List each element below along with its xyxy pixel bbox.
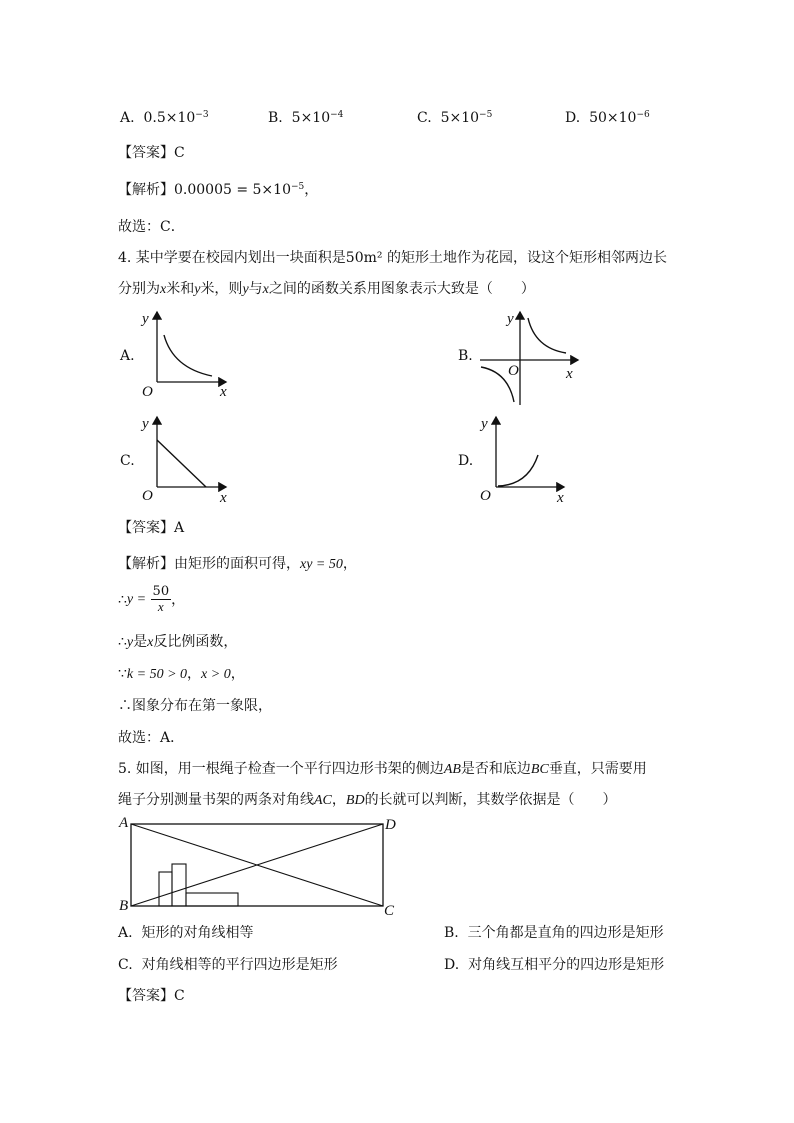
q4-graph-c-origin: O	[142, 488, 153, 504]
q3-analysis-prefix: 【解析】	[118, 182, 174, 198]
q4-stem-text: 米，则	[200, 281, 243, 297]
q4-step3-end: ，	[230, 666, 245, 682]
q5-option-a-letter: A.	[118, 925, 133, 941]
q3-option-c	[417, 111, 492, 125]
q5-option-b-text: 三个角都是直角的四边形是矩形	[467, 925, 664, 941]
q4-graph-b-x-label: x	[566, 366, 573, 382]
q4-graph-d	[478, 415, 588, 505]
q4-stem-var-x: x	[262, 282, 269, 297]
q4-stem-text: 米和	[166, 281, 195, 297]
q4-step3-expr1: k = 50 > 0	[126, 667, 188, 682]
q4-step2-end: 反比例函数，	[153, 634, 238, 650]
q3-option-a-mantissa: 0.5×10	[143, 110, 196, 126]
q5-stem-seg-ac: AC	[314, 793, 332, 808]
q5-stem-seg-bc: BC	[530, 762, 549, 777]
q3-analysis-expr: 0.00005 = 5×10	[174, 182, 291, 198]
q3-option-d-exp: −6	[636, 110, 650, 120]
q3-choose: 故选：C．	[118, 219, 185, 235]
q5-option-b-letter: B.	[444, 925, 459, 941]
q4-stem-text: 之间的函数关系用图象表示大致是（ ）	[268, 281, 535, 297]
q5-option-a	[118, 926, 253, 940]
q5-stem-text: 垂直，只需要用	[548, 761, 647, 777]
q4-stem-var-y: y	[242, 282, 249, 297]
q4-graph-a-origin: O	[142, 384, 153, 400]
q5-vertex-c: C	[384, 903, 395, 919]
q3-option-b-mantissa: 5×10	[291, 110, 331, 126]
q5-option-a-text: 矩形的对角线相等	[141, 925, 254, 941]
q3-option-a-exp: −3	[195, 110, 209, 120]
q3-option-b	[268, 111, 343, 125]
q4-graph-b-origin: O	[508, 363, 519, 379]
q4-graph-d-x-label: x	[557, 490, 564, 506]
q3-option-c-exp: −5	[479, 110, 493, 120]
q4-graph-d-label: D.	[458, 453, 474, 469]
q4-graph-b	[478, 310, 588, 410]
q4-step1-denominator: x	[157, 599, 164, 615]
q4-step2-x: x	[147, 635, 154, 650]
q4-step1-fraction	[151, 585, 172, 615]
q4-graph-d-origin: O	[480, 488, 491, 504]
q3-option-d-mantissa: 50×10	[589, 110, 637, 126]
q4-step4: ∴图象分布在第一象限，	[118, 698, 272, 714]
q4-step3-prefix: ∵	[118, 666, 127, 682]
q3-analysis	[118, 183, 318, 197]
q5-vertex-b: B	[119, 898, 129, 914]
q3-option-d	[565, 111, 650, 125]
q4-graph-c-label: C.	[120, 453, 135, 469]
q4-step1-lhs: y =	[126, 591, 147, 607]
q4-answer: 【答案】A	[118, 520, 185, 536]
q4-analysis	[118, 557, 357, 572]
q5-stem-seg-ab: AB	[443, 762, 461, 777]
q5-stem-text: 的长就可以判断，其数学依据是（ ）	[364, 792, 617, 808]
q4-graph-b-y-label: y	[507, 311, 514, 327]
q4-step2	[118, 635, 237, 650]
q4-step2-mid: 是	[133, 634, 148, 650]
q4-graph-a	[140, 310, 260, 400]
q4-step2-y: y	[126, 635, 134, 650]
q4-step2-prefix: ∴	[118, 634, 127, 650]
q5-option-c-letter: C.	[118, 957, 133, 973]
q4-stem-text: 与	[248, 281, 263, 297]
q4-stem-var-y: y	[194, 282, 201, 297]
q3-option-c-letter: C.	[417, 110, 432, 126]
q4-step3	[118, 667, 245, 682]
q4-step1-suffix: ，	[171, 591, 186, 608]
q5-stem-line1	[118, 762, 647, 777]
q4-step1	[118, 585, 185, 615]
q5-stem-text: 绳子分别测量书架的两条对角线	[118, 792, 314, 808]
q3-option-a-letter: A.	[120, 110, 135, 126]
q5-option-b	[444, 926, 664, 940]
q5-stem-line2	[118, 793, 617, 808]
q4-step1-prefix: ∴	[118, 591, 127, 608]
q4-step3-expr2: x > 0	[201, 667, 231, 682]
q3-analysis-exp: −5	[290, 182, 305, 192]
q5-option-d-text: 对角线互相平分的四边形是矩形	[468, 957, 665, 973]
q5-vertex-a: A	[119, 815, 129, 831]
q4-analysis-eq: xy = 50	[300, 557, 343, 572]
q4-stem-line2	[118, 282, 535, 297]
q4-graph-b-label: B.	[458, 348, 473, 364]
q4-stem-text: 分别为	[118, 281, 160, 297]
q3-option-b-exp: −4	[330, 110, 344, 120]
q5-answer: 【答案】C	[118, 988, 185, 1004]
q4-graph-c-x-label: x	[220, 490, 227, 506]
q4-stem-var-x: x	[160, 282, 167, 297]
q4-graph-c-y-label: y	[142, 416, 149, 432]
q4-step1-numerator: 50	[152, 584, 170, 599]
q3-option-b-letter: B.	[268, 110, 283, 126]
q4-step3-sep: ，	[187, 666, 202, 682]
q4-graph-a-y-label: y	[142, 311, 149, 327]
q3-option-a	[120, 111, 209, 125]
q4-stem-line1: 4. 某中学要在校园内划出一块面积是50m² 的矩形土地作为花园，设这个矩形相邻两边长	[118, 250, 667, 266]
q4-graph-c	[140, 415, 260, 505]
q5-stem-text: 是否和底边	[460, 761, 531, 777]
q5-option-d-letter: D.	[444, 957, 460, 973]
q5-option-c-text: 对角线相等的平行四边形是矩形	[141, 957, 338, 973]
q5-stem-seg-bd: BD	[345, 793, 365, 808]
q4-choose: 故选：A．	[118, 730, 185, 746]
q4-graph-d-y-label: y	[481, 416, 488, 432]
q3-answer: 【答案】C	[118, 145, 185, 161]
q3-option-d-letter: D.	[565, 110, 581, 126]
q5-vertex-d: D	[385, 817, 396, 833]
q4-graph-a-label: A.	[120, 348, 135, 364]
q4-analysis-prefix: 【解析】由矩形的面积可得，	[118, 556, 300, 572]
q5-bookshelf-figure	[125, 818, 395, 918]
q5-stem-text: 5. 如图，用一根绳子检查一个平行四边形书架的侧边	[118, 761, 444, 777]
q4-analysis-eq-suffix: ，	[342, 556, 357, 572]
q5-option-c	[118, 958, 338, 972]
q5-option-d	[444, 958, 664, 972]
q3-option-c-mantissa: 5×10	[440, 110, 480, 126]
q5-stem-text: ，	[331, 792, 346, 808]
q4-graph-a-x-label: x	[220, 384, 227, 400]
q3-analysis-suffix: ，	[304, 182, 319, 198]
